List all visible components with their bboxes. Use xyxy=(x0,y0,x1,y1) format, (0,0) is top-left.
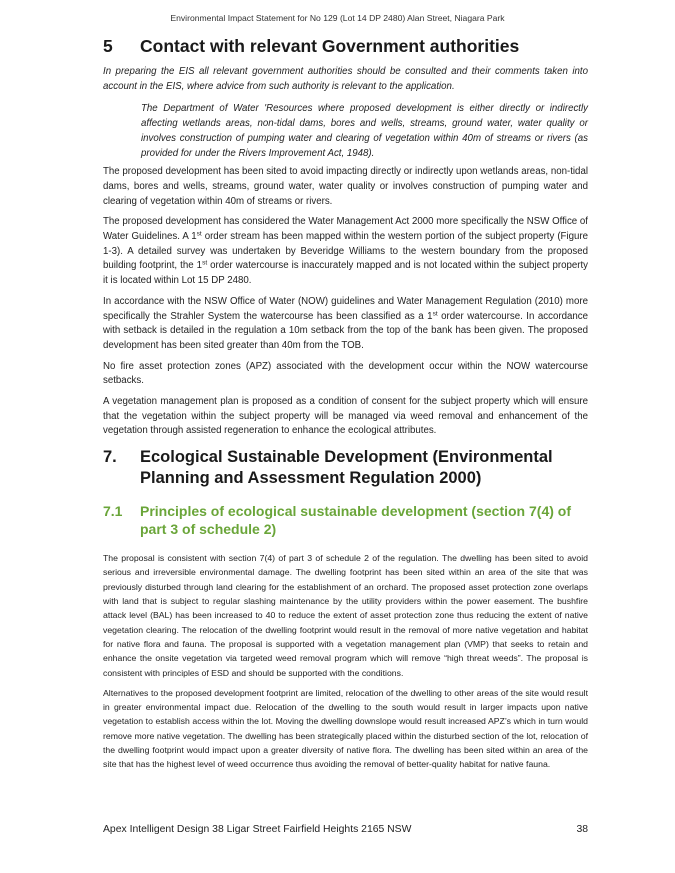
page-number: 38 xyxy=(576,824,588,835)
section-5-heading xyxy=(103,35,588,57)
section-7-1-title: Principles of ecological sustainable development (section 7(4) of part 3 of schedule 2) xyxy=(140,503,571,538)
section-5-paragraph-2 xyxy=(103,215,588,289)
ordinal-superscript: st xyxy=(196,230,202,238)
ordinal-superscript: st xyxy=(432,310,438,318)
section-7-1-number: 7.1 xyxy=(103,503,123,520)
section-7-number: 7. xyxy=(103,448,117,467)
ordinal-superscript: st xyxy=(202,259,208,267)
section-5-paragraph-3 xyxy=(103,295,588,354)
paragraph-3-text-a: In accordance with the NSW Office of Water (NOW) guidelines and Water Management Regulation (2010) more specifically the Strahler System the watercourse has been classified as a 1 xyxy=(103,295,588,322)
running-header: Environmental Impact Statement for No 129 (Lot 14 DP 2480) Alan Street, Niagara Park xyxy=(170,13,505,23)
page-content xyxy=(103,35,588,778)
paragraph-2-text-b: order stream has been mapped within the western portion of the subject property (Figure 1-3). A detailed survey was undertaken by Beveridge Williams to the western boundary from the proposed building footprint, the 1 xyxy=(103,231,589,272)
section-7-heading xyxy=(103,447,588,488)
section-5-paragraph-1: The proposed development has been sited to avoid impacting directly or indirectly upon wetlands areas, non-tidal dams, bores and wells, streams, ground water, water quality or involves construction of pumping water and clearing of vegetation within 40m of streams or rivers. xyxy=(103,166,588,207)
section-5-intro: In preparing the EIS all relevant government authorities should be consulted and their comments taken into account in the EIS, where advice from such authority is relevant to the application. xyxy=(103,66,588,92)
section-7-1-heading xyxy=(103,502,588,538)
paragraph-2-text-a: The proposed development has considered the Water Management Act 2000 more specifically the NSW Office of Water Guidelines. A 1 xyxy=(103,216,588,243)
section-5-number: 5 xyxy=(103,36,113,56)
section-5-quote: The Department of Water 'Resources where proposed development is either directly or indirectly affecting wetlands areas, non-tidal dams, bores and wells, streams, ground water, water quality or involves construction of pumping water and clearing of vegetation within 40m of streams or rivers (as provided for under the Rivers Improvement Act, 1948). xyxy=(141,103,588,159)
footer-company: Apex Intelligent Design 38 Ligar Street Fairfield Heights 2165 NSW xyxy=(103,824,412,835)
page-footer xyxy=(103,824,588,835)
section-5-title: Contact with relevant Government authorities xyxy=(140,36,520,56)
section-7-1-paragraph-2: Alternatives to the proposed development footprint are limited, relocation of the dwelling to other areas of the site would result in greater environmental impact due. Relocation of the dwelling to the south would result in larger impacts upon native vegetation to establish access within the lot. Moving the dwelling downslope would result increased APZ’s which in turn would remove more native vegetation. The dwelling has been strategically placed within the disturbed section of the lot, relocation of the dwelling footprint would impact upon a greater diversity of native flora. The dwelling has been sited within an area of the site that has the highest level of weed occurrence thus avoiding the removal of better-quality habitat for native fauna. xyxy=(103,687,588,770)
paragraph-3-text-b: order watercourse. In accordance with setback is detailed in the regulation a 10m setback from the top of the bank has been given. The proposed development has been sited greater than 40m from the TOB. xyxy=(103,310,588,351)
section-7-1-paragraph-1: The proposal is consistent with section 7(4) of part 3 of schedule 2 of the regulation. The dwelling has been sited to avoid serious and irreversible environmental damage. The dwelling footprint has been sited within an area of the site that was previously disturbed through land clearing for the establishment of an orchard. The proposed asset protection zone overlaps with land that is subject to regular slashing maintenance by the utility providers within the power easement. The bushfire attack level (BAL) has been increased to 40 to reduce the extent of asset protection zone thus reducing the extent of native vegetation clearing. The relocation of the dwelling footprint would result in the removal of more native vegetation and habitat for native flora and fauna. The proposal is supported with a vegetation management plan (VMP) that seeks to retain and enhance the onsite vegetation via targeted weed removal program which will remove “high threat weeds”. The proposal is consistent with principles of ESD and should be supported with the conditions. xyxy=(103,553,588,678)
section-5-paragraph-5: A vegetation management plan is proposed as a condition of consent for the subject property which will ensure that the vegetation within the subject property will be managed via weed removal and enhancement of the vegetation through assisted regeneration to enhance the ecological attributes. xyxy=(103,396,588,437)
section-5-paragraph-4: No fire asset protection zones (APZ) associated with the development occur within the NOW watercourse setbacks. xyxy=(103,360,588,387)
section-7-title: Ecological Sustainable Development (Environmental Planning and Assessment Regulation 2000) xyxy=(140,448,553,487)
paragraph-2-text-c: order watercourse is inaccurately mapped and is not located within the subject property it is located within Lot 15 DP 2480. xyxy=(103,260,588,287)
